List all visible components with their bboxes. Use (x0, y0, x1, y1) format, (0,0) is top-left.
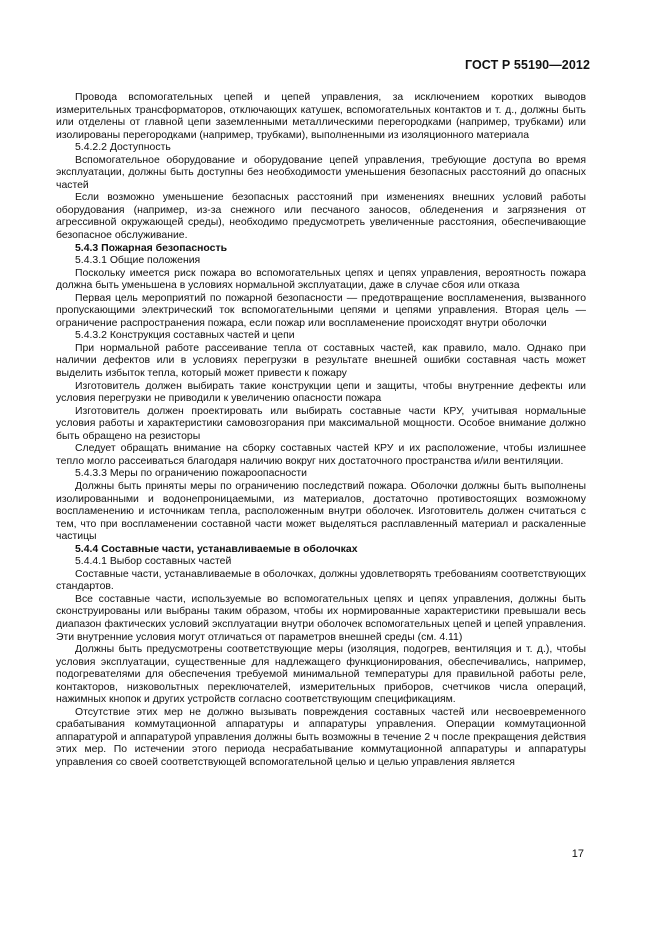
paragraph: Провода вспомогательных цепей и цепей управления, за исключением коротких выводов измерительных трансформаторов, отключающих катушек, вспомогательных контактов и т. д., должны быть или отделены от главной цепи заземленными металлическими перегородками (например, трубками) или изолированы перегородками (например, трубками), выполненными из изоляционного материала (56, 92, 586, 141)
section-heading: 5.4.4.1 Выбор составных частей (75, 556, 232, 568)
paragraph: Должны быть предусмотрены соответствующие меры (изоляция, подогрев, вентиляция и т. д.), чтобы условия эксплуатации, существенные для надлежащего функционирования, обеспечивались, например, подогревателями для обеспечения требуемой минимальной температуры для правильной работы реле, контакторов, низковольтных переключателей, измерительных приборов, счетчиков числа операций, нажимных кнопок и других устройств согласно соответствующим спецификациям. (56, 644, 586, 706)
page-number: 17 (571, 848, 584, 860)
paragraph: Если возможно уменьшение безопасных расстояний при изменениях внешних условий работы оборудования (например, из-за снежного или песчаного заносов, обледенения и загрязнения от агрессивной окружающей среды), необходимо предусмотреть увеличенные расстояния, обеспечивающие безопасное обслуживание. (56, 192, 586, 242)
paragraph: Должны быть приняты меры по ограничению последствий пожара. Оболочки должны быть выполнены изолированными и водонепроницаемыми, из материалов, достаточно противостоящих возможному воспламенению и источникам тепла, расположенным внутри оболочек. Изготовитель должен считаться с тем, что при воспламенении составной части может выделяться расплавленный материал и раскаленные частицы (56, 480, 586, 543)
paragraph: Составные части, устанавливаемые в оболочках, должны удовлетворять требованиям соответствующих стандартов. (56, 568, 586, 593)
paragraph: Изготовитель должен выбирать такие конструкции цепи и защиты, чтобы внутренние дефекты или условия перегрузки не приводили к увеличению опасности пожара (56, 380, 586, 405)
paragraph: Все составные части, используемые во вспомогательных цепях и цепях управления, должны быть сконструированы или выбраны таким образом, чтобы их нормированные характеристики превышали весь диапазон фактических условий эксплуатации внутри оболочек вспомогательных цепей и цепей управления. Эти внутренние условия могут отличаться от параметров внешней среды (см. 4.11) (56, 593, 586, 643)
section-heading-bold: 5.4.4 Составные части, устанавливаемые в оболочках (75, 543, 358, 555)
paragraph: Вспомогательное оборудование и оборудование цепей управления, требующие доступа во время эксплуатации, должны быть доступны без необходимости уменьшения безопасных расстояний до опасных частей (56, 154, 586, 191)
section-heading: 5.4.3.3 Меры по ограничению пожароопасности (75, 468, 307, 480)
paragraph: Следует обращать внимание на сборку составных частей КРУ и их расположение, чтобы излишнее тепло могло рассеиваться благодаря наличию вокруг них достаточного пространства и/или вентиляции. (56, 443, 586, 467)
paragraph: Отсутствие этих мер не должно вызывать повреждения составных частей или несвоевременного срабатывания коммутационной аппаратуры и аппаратуры управления. Операции коммутационной аппаратурой и аппаратурой управления должны быть возможны в течение 2 ч после прекращения действия этих мер. По истечении этого периода несрабатывание коммутационной аппаратуры и аппаратуры управления со своей соответствующей вспомогательной целью и целью управления является (56, 706, 586, 768)
paragraph: Изготовитель должен проектировать или выбирать составные части КРУ, учитывая нормальные условия работы и характеристики самовозгорания при максимальной мощности. Особое внимание должно быть обращено на резисторы (56, 405, 586, 442)
paragraph: Первая цель мероприятий по пожарной безопасности — предотвращение воспламенения, вызванного пропускающими электрический ток вспомогательными цепями и цепями управления. Вторая цель — ограничение распространения пожара, если пожар или воспламенение происходят внутри оболочки (56, 292, 586, 329)
paragraph: Поскольку имеется риск пожара во вспомогательных цепях и цепях управления, вероятность пожара должна быть уменьшена в условиях нормальной эксплуатации, даже в случае сбоя или отказа (56, 267, 586, 292)
paragraph: При нормальной работе рассеивание тепла от составных частей, как правило, мало. Однако при наличии дефектов или в условиях перегрузки в результате внешней ошибки составная часть может выделить избыток тепла, который может привести к пожару (56, 342, 586, 380)
document-code-header: ГОСТ Р 55190—2012 (464, 58, 590, 72)
section-heading-bold: 5.4.3 Пожарная безопасность (75, 242, 228, 254)
body-text (56, 92, 586, 770)
section-heading: 5.4.3.2 Конструкция составных частей и цепи (75, 330, 295, 342)
section-heading: 5.4.2.2 Доступность (75, 142, 171, 154)
section-heading: 5.4.3.1 Общие положения (75, 255, 201, 267)
